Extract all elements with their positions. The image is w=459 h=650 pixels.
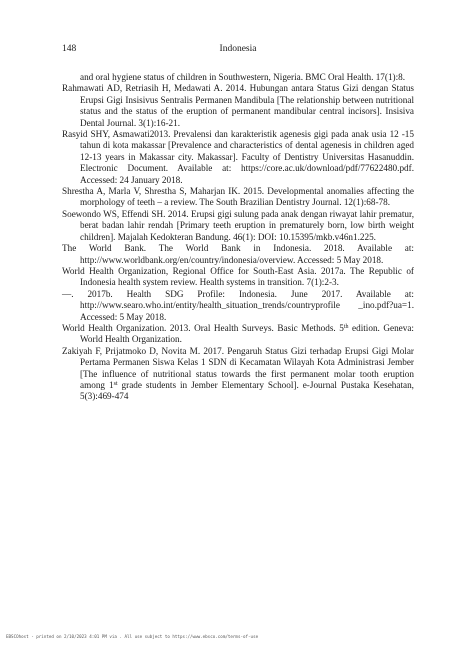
reference-rasyid: Rasyid SHY, Asmawati2013. Prevalensi dan karakteristik agenesis gigi pada anak usia 12 -15 tahun di kota makassar [Prevalence and characteristics of dental agenesis in children aged 12-13 years in Makassar city. Makassar]. Faculty of Dentistry Universitas Hasanuddin. Electronic Document. Available at: https://core.ac.uk/download/pdf/77622480.pdf. Accessed: 24 January 2018. bbox=[62, 129, 414, 185]
reference-text: edition. Geneva: World Health Organization. bbox=[80, 322, 414, 345]
reference-soewondo: Soewondo WS, Effendi SH. 2014. Erupsi gigi sulung pada anak dengan riwayat lahir prematur, berat badan lahir rendah [Primary teeth eruption in prematurely born, low birth weight children]. Majalah Kedokteran Bandung. 46(1): DOI: 10.15395/mkb.v46n1.225. bbox=[62, 208, 414, 242]
reference-zakiyah bbox=[62, 346, 414, 403]
reference-who-searo: World Health Organization, Regional Office for South-East Asia. 2017a. The Republic of Indonesia health system review. Health systems in transition. 7(1):2-3. bbox=[62, 265, 414, 288]
reference-text: Zakiyah F, Prijatmoko D, Novita M. 2017. Pengaruh Status Gizi terhadap Erupsi Gigi Molar Pertama Permanen Siswa Kelas 1 SDN di Kecamatan Wilayah Kota Administrasi Jember [The influence of nutritional status towards the first permanent molar tooth eruption among 1 bbox=[62, 345, 414, 390]
page-number: 148 bbox=[62, 44, 77, 54]
superscript: th bbox=[343, 323, 349, 330]
page-header bbox=[62, 44, 414, 58]
reference-shrestha: Shrestha A, Marla V, Shrestha S, Maharjan IK. 2015. Developmental anomalies affecting the morphology of teeth – a review. The South Brazilian Dentistry Journal. 12(1):68-78. bbox=[62, 186, 414, 208]
reference-continuation: and oral hygiene status of children in Southwestern, Nigeria. BMC Oral Health. 17(1):8. bbox=[80, 72, 406, 82]
reference-rahmawati: Rahmawati AD, Retriasih H, Medawati A. 2014. Hubungan antara Status Gizi dengan Status Erupsi Gigi Insisivus Sentralis Permanen Mandibula [The relationship between nutritional status and the status of the eruption of permanent mandibular central incisors]. Insisiva Dental Journal. 3(1):16-21. bbox=[62, 83, 414, 128]
running-head: Indonesia bbox=[219, 44, 257, 54]
download-notice: EBSCOhost - printed on 2/10/2023 4:01 PM via . All use subject to https://www.ebsco.com/terms-of-use bbox=[6, 634, 259, 639]
reference-list bbox=[62, 72, 414, 403]
reference-who-surveys bbox=[62, 323, 414, 346]
reference-worldbank: The World Bank. The World Bank in Indonesia. 2018. Available at: http://www.worldbank.org/en/country/indonesia/overview. Accessed: 5 May 2018. bbox=[62, 243, 414, 265]
reference-text: grade students in Jember Elementary School]. e-Journal Pustaka Kesehatan, 5(3):469-474 bbox=[80, 379, 414, 402]
reference-who-sdg: —. 2017b. Health SDG Profile: Indonesia. June 2017. Available at: http://www.searo.who.int/entity/health_situation_trends/countryprofile _ino.pdf?ua=1. Accessed: 5 May 2018. bbox=[62, 288, 414, 322]
superscript: st bbox=[113, 380, 118, 387]
reference-text: World Health Organization. 2013. Oral Health Surveys. Basic Methods. 5 bbox=[62, 322, 344, 333]
